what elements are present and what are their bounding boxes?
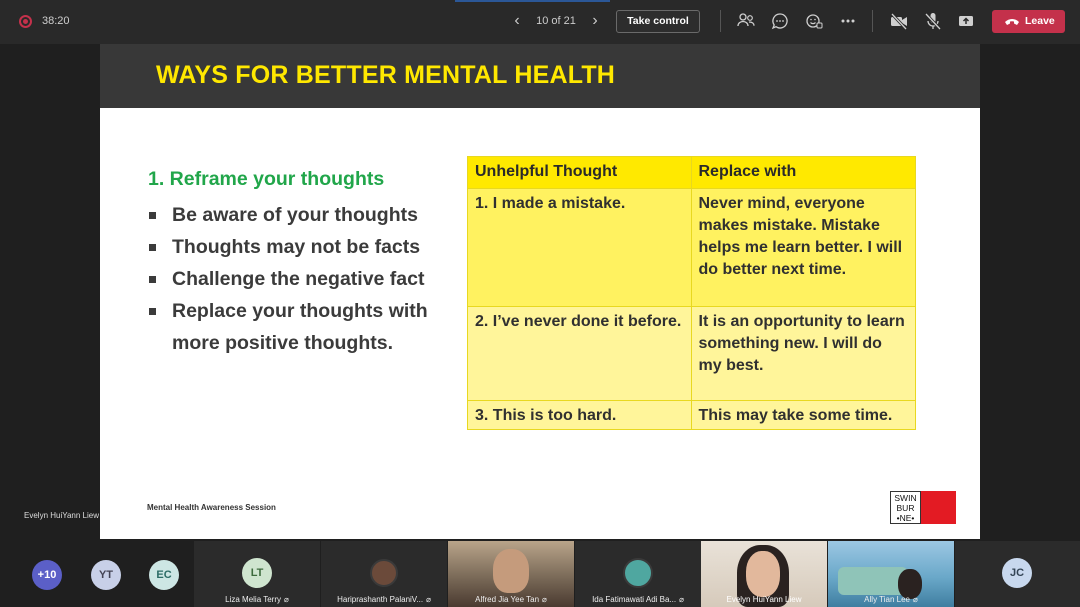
video-person-face [493,549,529,593]
meeting-timer: 38:20 [42,15,70,27]
reactions-icon[interactable] [804,11,826,33]
participant-name: Ida Fatimawati Adi Ba... ⌀ [592,595,684,604]
camera-off-icon[interactable] [889,11,911,33]
table-cell: 2. I’ve never done it before. [468,307,692,400]
bullet-icon [149,308,156,315]
mic-off-icon: ⌀ [284,595,289,604]
list-item: Replace your thoughts with more positive thoughts. [148,295,438,359]
next-slide-button[interactable]: › [592,12,598,29]
toolbar-divider [872,10,873,32]
reframe-list [148,168,438,359]
share-screen-icon[interactable] [956,11,978,33]
participant-tile[interactable] [65,541,129,607]
participant-tile[interactable] [575,541,701,607]
slide-footer: Mental Health Awareness Session [147,503,276,512]
meeting-toolbar [0,0,1080,44]
recording-icon [19,15,32,28]
mic-off-icon[interactable] [923,11,945,33]
swinburne-logo [890,491,956,524]
participant-strip [0,541,1080,607]
list-item: Challenge the negative fact [148,263,438,295]
shared-content-stage [0,44,1080,541]
table-cell: 1. I made a mistake. [468,189,692,306]
participant-tile[interactable] [194,541,320,607]
mic-off-icon: ⌀ [679,595,684,604]
bullet-icon [149,244,156,251]
table-row [468,400,915,429]
avatar: JC [1002,558,1032,588]
list-item: Thoughts may not be facts [148,231,438,263]
leave-button[interactable] [992,10,1065,33]
participant-video-tile[interactable] [701,541,827,607]
list-heading: 1. Reframe your thoughts [148,168,385,190]
thought-table [467,156,916,430]
chat-icon[interactable] [770,11,792,33]
participant-video-tile[interactable] [448,541,574,607]
logo-wordmark: SWIN BUR •NE• [890,491,921,524]
participant-name: Hariprashanth PalaniV... ⌀ [337,595,431,604]
avatar: LT [242,558,272,588]
slide-title: WAYS FOR BETTER MENTAL HEALTH [156,61,616,89]
participant-name: Alfred Jia Yee Tan ⌀ [475,595,547,604]
mic-off-icon: ⌀ [542,595,547,604]
toolbar-accent-line [455,0,610,2]
participant-tile[interactable] [129,541,194,607]
table-row [468,306,915,400]
avatar [623,558,653,588]
bullet-icon [149,276,156,283]
avatar: YT [91,560,121,590]
participant-tile[interactable] [955,541,1080,607]
take-control-button[interactable]: Take control [616,10,700,33]
avatar: EC [149,560,179,590]
leave-label: Leave [1025,15,1055,27]
presentation-slide [100,44,980,539]
table-cell: This may take some time. [698,407,893,424]
mic-off-icon: ⌀ [426,595,431,604]
table-cell: It is an opportunity to learn something new. I will do my best. [698,313,905,374]
avatar [370,559,398,587]
participant-name: Evelyn HuiYann Liew [726,595,802,604]
more-participants-tile[interactable] [0,541,65,607]
participant-name: Ally Tian Lee ⌀ [864,595,918,604]
table-row [468,188,915,306]
slide-pager: 10 of 21 [536,15,576,27]
table-cell: 3. This is too hard. [468,401,692,429]
bullet-icon [149,212,156,219]
more-options-icon[interactable] [838,11,860,33]
logo-red-panel [921,491,956,524]
more-participants-badge: +10 [32,560,62,590]
table-header-cell: Replace with [698,163,797,180]
table-header-cell: Unhelpful Thought [468,157,692,188]
presenter-label: Evelyn HuiYann Liew [24,511,100,520]
mic-off-icon: ⌀ [912,595,918,604]
table-header-row [468,157,915,188]
video-person-face [746,551,780,597]
participant-video-tile[interactable] [828,541,954,607]
participants-icon[interactable] [736,11,758,33]
previous-slide-button[interactable]: ‹ [514,12,520,29]
participant-tile[interactable] [321,541,447,607]
list-item: Be aware of your thoughts [148,199,438,231]
toolbar-divider [720,10,721,32]
table-cell: Never mind, everyone makes mistake. Mistake helps me learn better. I will do better next time. [698,195,903,278]
slide-header-bar [100,44,980,108]
participant-name: Liza Melia Terry ⌀ [225,595,289,604]
hang-up-icon [1004,17,1020,26]
